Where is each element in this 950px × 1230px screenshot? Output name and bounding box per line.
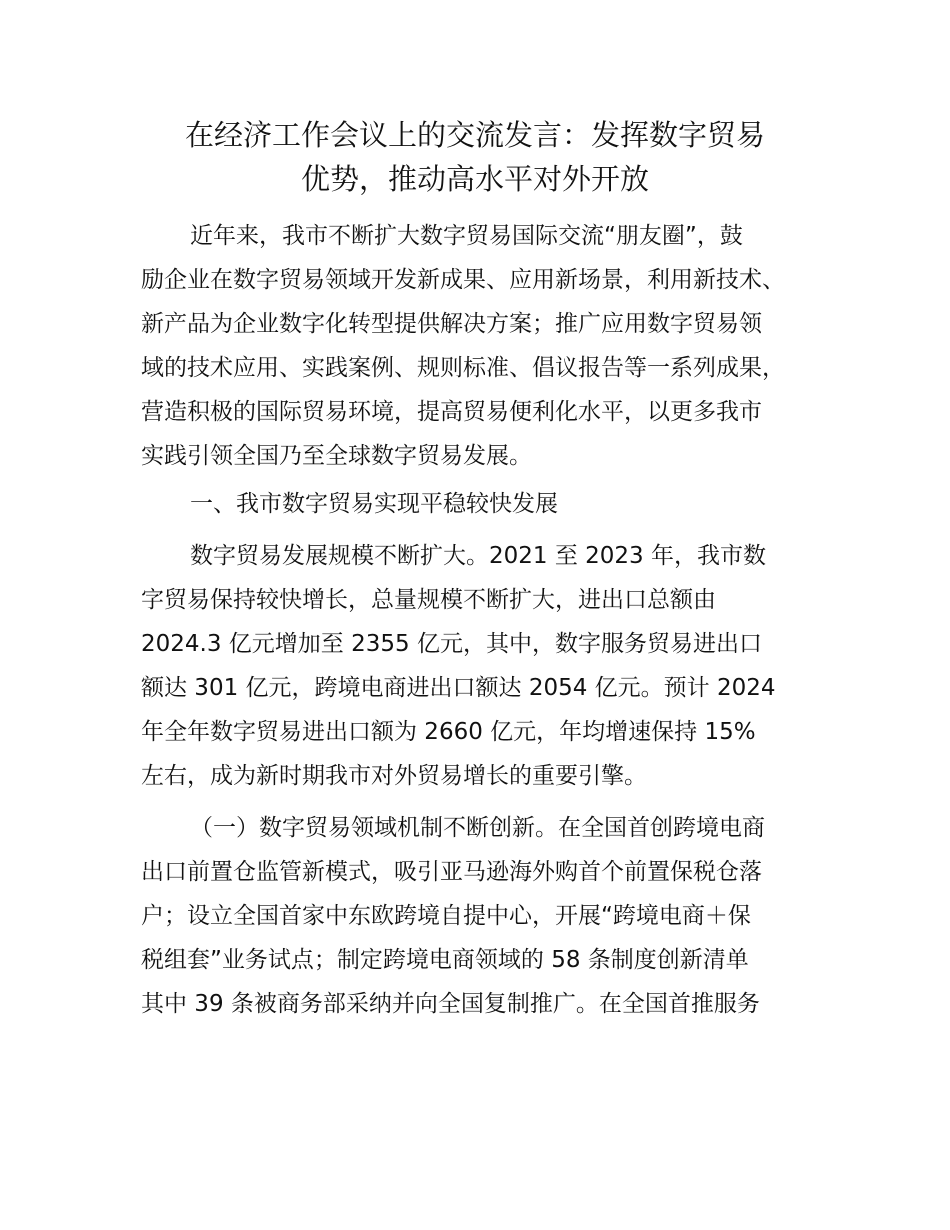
paragraph-line: （一）数字贸易领域机制不断创新。在全国首创跨境电商	[190, 815, 765, 841]
section-heading: 一、我市数字贸易实现平稳较快发展	[190, 491, 558, 517]
document-title-line-1: 在经济工作会议上的交流发言：发挥数字贸易	[184, 118, 765, 152]
paragraph-line: 新产品为企业数字化转型提供解决方案；推广应用数字贸易领	[141, 311, 762, 337]
paragraph-line: 营造积极的国际贸易环境，提高贸易便利化水平，以更多我市	[141, 399, 762, 425]
paragraph-line: 近年来，我市不断扩大数字贸易国际交流“朋友圈”，鼓	[190, 223, 743, 249]
paragraph-line: 额达 301 亿元，跨境电商进出口额达 2054 亿元。预计 2024	[141, 675, 776, 701]
paragraph-line: 出口前置仓监管新模式，吸引亚马逊海外购首个前置保税仓落	[141, 859, 762, 885]
paragraph-line: 其中 39 条被商务部采纳并向全国复制推广。在全国首推服务	[141, 991, 760, 1017]
paragraph-line: 左右，成为新时期我市对外贸易增长的重要引擎。	[141, 763, 647, 789]
paragraph-line: 数字贸易发展规模不断扩大。2021 至 2023 年，我市数	[190, 543, 766, 569]
paragraph-line: 年全年数字贸易进出口额为 2660 亿元，年均增速保持 15%	[141, 719, 756, 745]
paragraph-line: 字贸易保持较快增长，总量规模不断扩大，进出口总额由	[141, 587, 716, 613]
paragraph-line: 励企业在数字贸易领域开发新成果、应用新场景，利用新技术、	[141, 267, 785, 293]
paragraph-line: 域的技术应用、实践案例、规则标准、倡议报告等一系列成果，	[141, 355, 785, 381]
paragraph-line: 税组套”业务试点；制定跨境电商领域的 58 条制度创新清单	[141, 947, 749, 973]
paragraph-line: 实践引领全国乃至全球数字贸易发展。	[141, 443, 532, 469]
paragraph-line: 2024.3 亿元增加至 2355 亿元，其中，数字服务贸易进出口	[141, 631, 762, 657]
document-title-line-2: 优势，推动高水平对外开放	[300, 162, 649, 196]
paragraph-line: 户；设立全国首家中东欧跨境自提中心，开展“跨境电商＋保	[141, 903, 751, 929]
